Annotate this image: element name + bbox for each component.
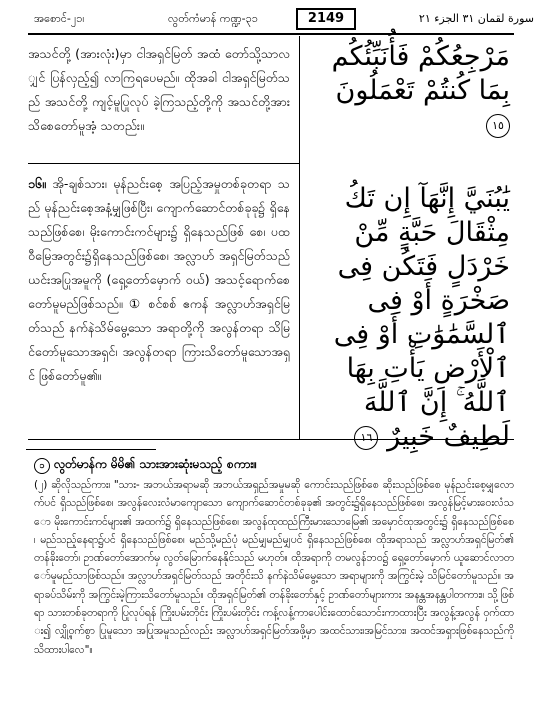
volume-label: အစောင်-၂၁၊ <box>34 12 85 25</box>
chapter-label: လွတ်ကံမာန် ကဏ္ဍ-၃၁ <box>168 12 258 25</box>
footnote-number: ၁ <box>34 458 50 474</box>
translation-column <box>28 36 300 439</box>
translation-paragraph-16 <box>28 172 290 388</box>
header-rule <box>28 33 514 35</box>
arabic-column <box>302 36 514 452</box>
ayah-marker-15: ١٥ <box>486 114 510 138</box>
verse-divider <box>28 163 299 164</box>
footnote-heading <box>34 455 514 474</box>
verse-number: ၁၆။ <box>28 176 46 191</box>
surah-juz-label: سورة لقمان ٣١ الجزء ٢١ <box>418 12 534 25</box>
arabic-text-16: يَٰبُنَيَّ إِنَّهَآ إِن تَكُ مِثْقَالَ حَبَّةٍ مِّنْ خَرْدَلٍ فَتَكُن فِى صَخْرَةٍ أَوْ فِى ٱلسَّمَٰوَٰتِ أَوْ فِى ٱلْأَرْضِ يَأْتِ بِهَا ٱللَّهُ ۚ إِنَّ ٱللَّهَ لَطِيفٌ خَبِيرٌ <box>333 183 510 452</box>
footnote-rule <box>26 449 156 450</box>
page-number: 2149 <box>296 8 356 30</box>
columns-bottom-rule <box>28 439 514 440</box>
translation-text-16: အို-ချစ်သား၊ မုန်ညင်းစေ့ အပြည့်အမှုတစ်ခုတရာ သည် မုန်ညင်းစေ့အနံ့မျှဖြစ်ပြီး၊ ကျောက်ဆောင်တစ်ခုခု၌ ရှိနေသည်ဖြစ်စေ၊ မိုးကောင်းကင်များ၌ ရှိနေသည်ဖြစ် စေ၊ ပထဝီမြေအတွင်း၌ရှိနေသည်ဖြစ်စေ၊ အလ္လာဟ် အရှင်မြတ်သည် ယင်းအပြုအမူကို (ရှေ့တော်မှောက် ဝယ်) အသင့်ရောက်စေတော်မူမည်ဖြစ်သည်။ ① စင်စစ် ဧကန် အလ္လာဟ်အရှင်မြတ်သည် နက်နဲသိမ်မွေ့သော အရာတို့ကို အလွန်တရာ သိမြင်တော်မူသောအရှင်၊ အလွန်တရာ ကြားသိတော်မူသောအရှင် ဖြစ်တော်မူ၏။ <box>28 176 290 383</box>
ayah-marker-16: ١٦ <box>354 426 378 450</box>
content-columns <box>28 36 514 452</box>
footnote-body: (၂) ဆိုလိုသည်ကား၊ "သား- အဘယ်အရာမဆို အဘယ်အရှည်အမှုမဆို ကောင်းသည်ဖြစ်စေ ဆိုးသည်ဖြစ်စေ မုန်ညင်းစေ့မျှလောက်ပင် ရှိသည်ဖြစ်စေ၊ အလွန်လေးလံမာကျောသော ကျောက်ဆောင်တစ်ခုခု၏ အတွင်း၌ရှိနေသည်ဖြစ်စေ၊ အလွန်မြင့်မားဝေးလံသော မိုးကောင်းကင်များ၏ အထက်၌ ရှိနေသည်ဖြစ်စေ၊ အလွန်ထုထည်ကြီးမားသောမြေ၏ အမှောင်ထုအတွင်း၌ ရှိနေသည်ဖြစ်စေ၊ မည်သည့်နေရာ၌ပင် ရှိနေသည်ဖြစ်စေ၊ မည်သို့မည်ပုံ မည်မျှမည်မျှပင် ရှိနေသည်ဖြစ်စေ၊ ထိုအရာသည် အလ္လာဟ်အရှင်မြတ်၏ တန်ခိုးတော်၊ ဥာဏ်တော်အောက်မှ လွတ်မြောက်နေနိုင်သည် မဟုတ်။ ထိုအရာကို တမလွန်ဘဝ၌ ရှေ့တော်မှောက် ယူဆောင်လာတော်မူမည်သာဖြစ်သည်။ အလ္လာဟ်အရှင်မြတ်သည် အတိုင်းသိ နက်နဲသိမ်မွေ့သော အရာများကို အကြွင်းမဲ့ သိမြင်တော်မူသည်။ အရာခပ်သိမ်းကို အကြွင်းမဲ့ကြားသိတော်မူသည်။ ထိုအရှင်မြတ်၏ တန်ခိုးတော်နှင့် ဥာဏ်တော်များကား အနန္တအနန္တပါတကား။ သို့ဖြစ်ရာ သားတစ်ခုတရာကို ပြုလုပ်ရန် ကြိုးပမ်းတိုင်း ကြိုးပမ်းတိုင်း ကန့်လန့်ကာပေါင်းထောင်သောင်းကာထားပြီး အလွန့်အလွန် ဝှက်ထား၍ လျှို့ဝှက်စွာ ပြုမူသော အပြုအမူသည်လည်း အလ္လာဟ်အရှင်မြတ်အဖို့မှာ အထင်သား၊အမြင်သား၊ အထင်အရှားဖြစ်နေသည်ကို သိထားပါလေ"။ <box>34 479 514 656</box>
footnote-heading-text: လွတ်မာန်က မိမိ၏ သားအားဆုံးမသည့် စကား။ <box>54 457 257 471</box>
translation-paragraph-15: အသင်တို့ (အားလုံး)မှာ ငါအရှင်မြတ် အထံ တော်သို့သာလျှင် ပြန်လှည့်၍ လာကြရပေမည်။ ထိုအခါ ငါအရှင်မြတ်သည် အသင်တို့ ကျင့်မူပြုလုပ် ခဲ့ကြသည့်တို့ကို အသင်တို့အား သိစေတော်မူအံ့ သတည်း။ <box>28 46 290 133</box>
page-header <box>28 10 540 32</box>
arabic-verse-16 <box>310 182 510 454</box>
arabic-verse-15 <box>310 40 510 142</box>
arabic-text-15: مَرْجِعُكُمْ فَأُنَبِّئُكُم بِمَا كُنتُمْ تَعْمَلُونَ <box>331 41 510 106</box>
